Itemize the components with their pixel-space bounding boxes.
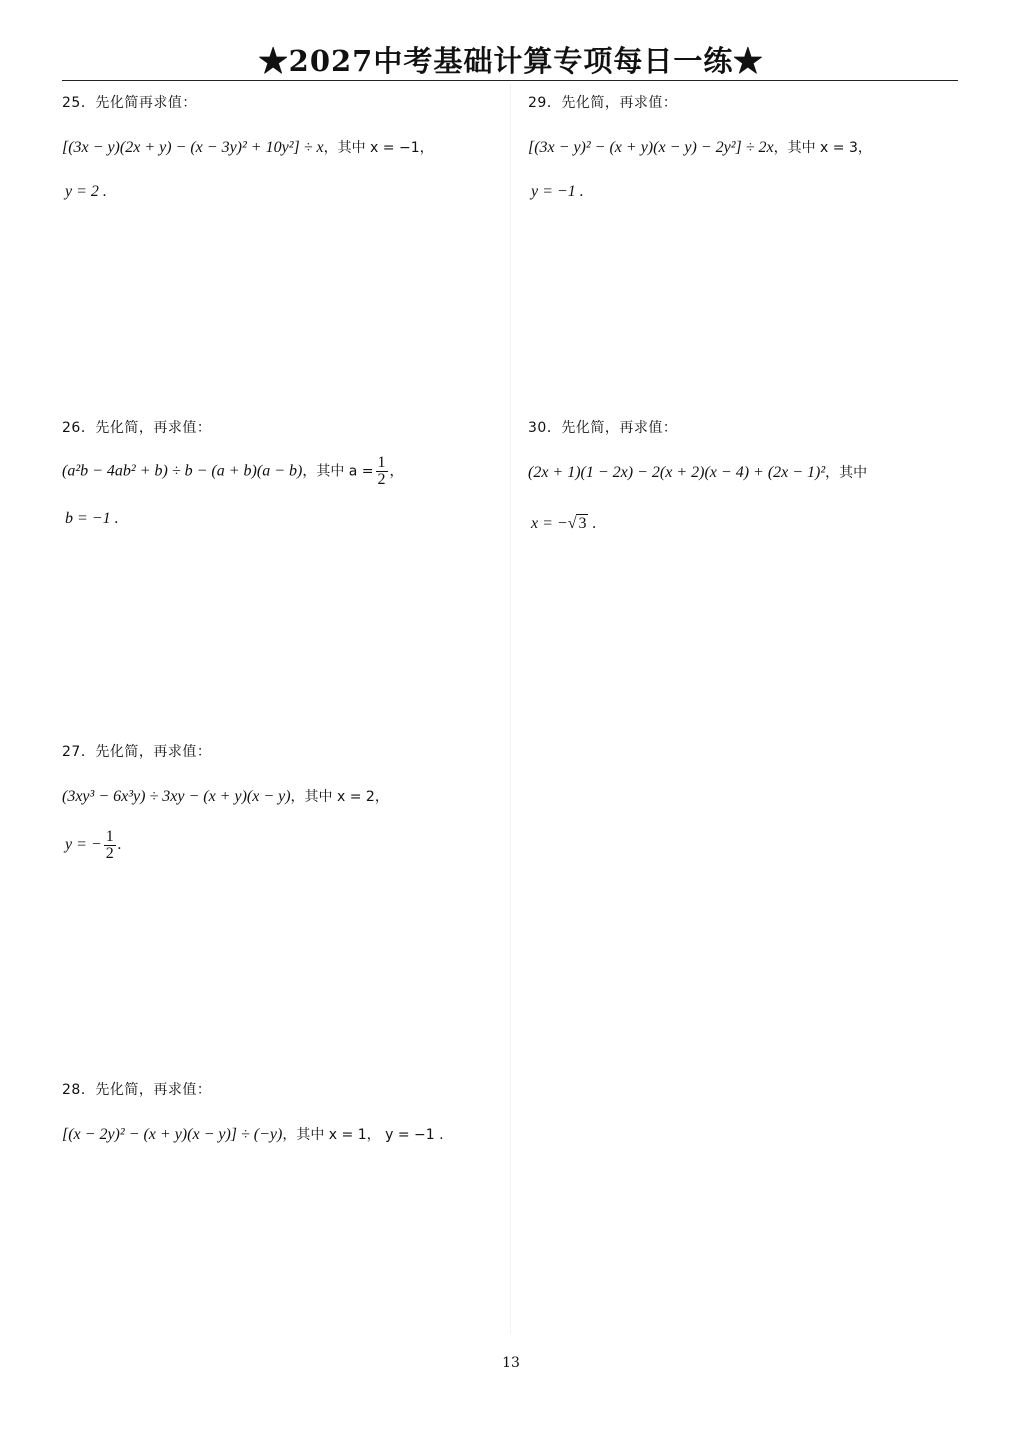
problem-28-condition-inline: ，其中 x = 1， y = −1 .	[282, 1127, 444, 1143]
problem-25-condition-inline: ，其中 x = −1，	[323, 140, 434, 156]
problem-25-heading: 25．先化简再求值：	[62, 95, 197, 111]
problem-27-condition-inline: ，其中 x = 2，	[290, 789, 389, 805]
problem-26-expression	[62, 455, 404, 488]
problem-27	[62, 741, 492, 871]
problem-27-condition-prefix: y = −	[65, 836, 102, 854]
problem-25-expression	[62, 137, 434, 157]
problem-30-condition-prefix: x = −√	[531, 515, 577, 532]
problem-27-condition-tail: .	[117, 836, 122, 854]
problem-27-fraction-denominator: 2	[105, 845, 114, 862]
page-title: ★2027中考基础计算专项每日一练★	[258, 44, 764, 78]
problem-26-condition: b = −1 .	[65, 510, 119, 527]
problem-26-fraction	[376, 455, 388, 488]
problem-29-formula: [(3x − y)² − (x + y)(x − y) − 2y²] ÷ 2x	[528, 139, 774, 156]
page-number: 13	[502, 1355, 520, 1371]
problem-26	[62, 417, 492, 537]
problem-27-fraction	[104, 829, 116, 862]
problem-27-heading: 27．先化简，再求值：	[62, 744, 212, 760]
problem-30-radicand: 3	[578, 515, 587, 532]
problem-27-expression	[62, 786, 389, 806]
problem-28	[62, 1079, 492, 1159]
problem-30-condition	[531, 515, 596, 533]
problem-30-heading: 30．先化简，再求值：	[528, 420, 678, 436]
problem-29-expression	[528, 137, 872, 157]
problem-26-fraction-numerator: 1	[377, 454, 386, 471]
problem-26-heading: 26．先化简，再求值：	[62, 420, 212, 436]
problem-28-expression	[62, 1124, 444, 1144]
problem-29	[528, 92, 958, 212]
problem-25	[62, 92, 492, 212]
header-rule	[62, 80, 958, 81]
problem-25-formula: [(3x − y)(2x + y) − (x − 3y)² + 10y²] ÷ x	[62, 139, 324, 156]
problem-30-expression	[528, 462, 867, 482]
problem-29-condition-inline: ，其中 x = 3，	[773, 140, 872, 156]
problem-26-formula: (a²b − 4ab² + b) ÷ b − (a + b)(a − b)	[62, 462, 303, 480]
problem-26-condition-inline: ，其中 a =	[302, 463, 374, 480]
problem-30-condition-inline: ，其中	[825, 465, 868, 481]
problem-26-fraction-denominator: 2	[377, 471, 386, 488]
problem-30-condition-tail: .	[588, 515, 597, 532]
problem-28-heading: 28．先化简，再求值：	[62, 1082, 212, 1098]
problem-29-heading: 29．先化简，再求值：	[528, 95, 678, 111]
problem-25-condition: y = 2 .	[65, 183, 107, 200]
problem-29-condition: y = −1 .	[531, 183, 584, 200]
column-divider	[510, 84, 511, 1334]
problem-27-fraction-numerator: 1	[105, 828, 114, 845]
problem-26-condition-tail: ，	[389, 463, 404, 480]
problem-27-formula: (3xy³ − 6x³y) ÷ 3xy − (x + y)(x − y)	[62, 788, 291, 805]
problem-30-formula: (2x + 1)(1 − 2x) − 2(x + 2)(x − 4) + (2x − 1)²	[528, 464, 826, 481]
problem-28-formula: [(x − 2y)² − (x + y)(x − y)] ÷ (−y)	[62, 1126, 283, 1143]
problem-27-condition	[65, 829, 122, 862]
problem-30	[528, 417, 958, 537]
